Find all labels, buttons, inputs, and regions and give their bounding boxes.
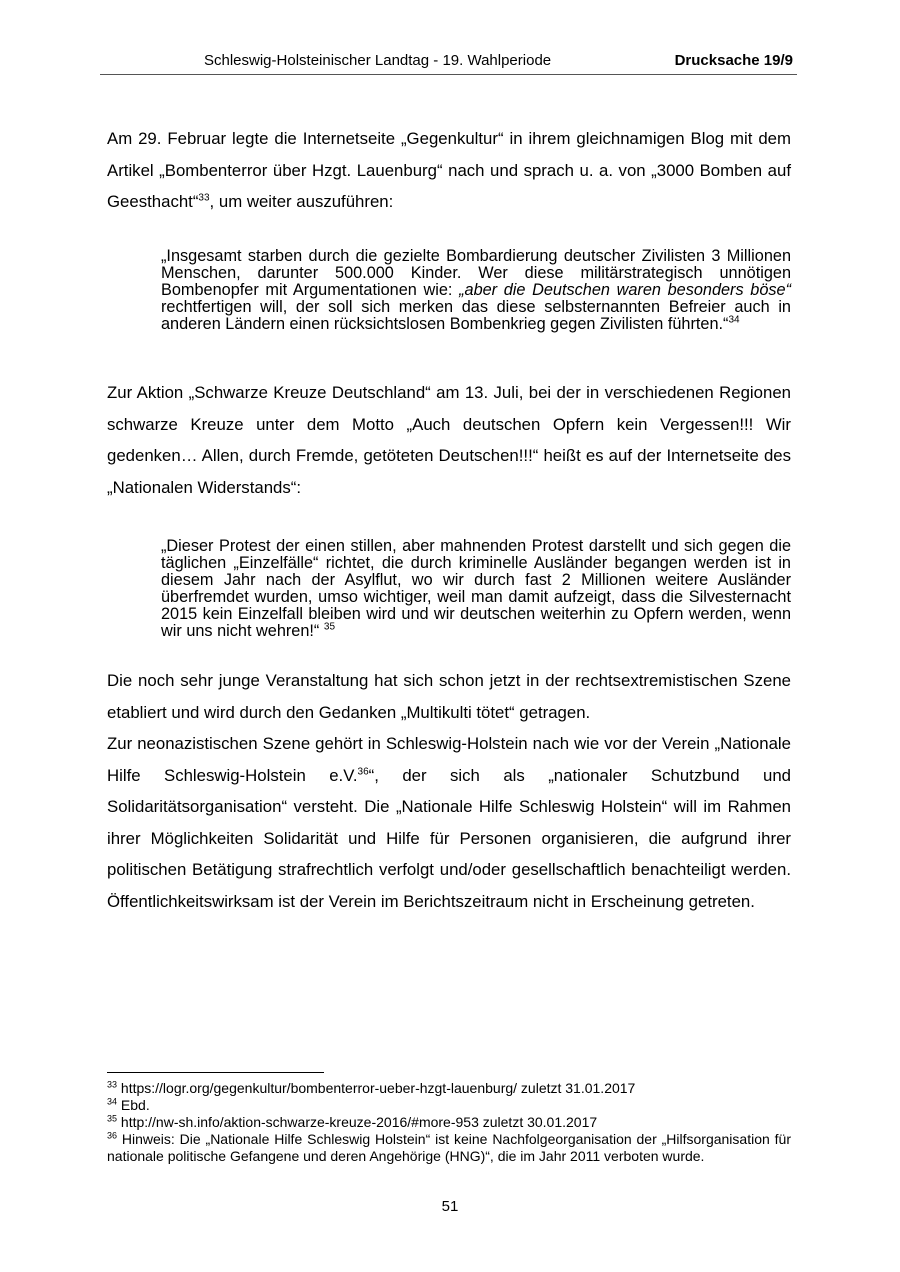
footnote-number: 36 xyxy=(107,1130,118,1141)
quote-2-text: „Dieser Protest der einen stillen, aber mahnenden Protest darstellt und sich gegen die täglichen „Einzelfälle“ richtet, die durch kriminelle Ausländer begangen werden ist in diesem Jahr nach der Asylflut, wo wir durch fast 2 Millionen weitere Ausländer überfremdet wurden, umso wichtiger, weil man damit aufzeigt, dass die Silvesternacht 2015 kein Einzelfall bleiben wird und wir deutschen weiterhin zu Opfern werden, wenn wir uns nicht wehren!“ xyxy=(161,537,791,640)
footnote-number: 34 xyxy=(107,1096,118,1107)
footnote-ref-36[interactable]: 36 xyxy=(357,765,369,777)
block-quote-1 xyxy=(161,248,791,333)
paragraph-1-text: Am 29. Februar legte die Internetseite „Gegenkultur“ in ihrem gleichnamigen Blog mit dem Artikel „Bombenterror über Hzgt. Lauenburg“ nach und sprach u. a. von „3000 Bomben auf Geesthacht“ xyxy=(107,129,791,211)
paragraph-3: Die noch sehr junge Veranstaltung hat sich schon jetzt in der rechtsextremistischen Szene etabliert und wird durch den Gedanken „Multikulti tötet“ getragen. xyxy=(107,671,791,722)
quote-1-part-a: „Insgesamt starben durch die gezielte Bombardierung deutscher Zivilisten 3 Millionen Menschen, darunter 500.000 Kinder. Wer diese militärstrategisch unnötigen Bombenopfer mit Argumentationen wie: xyxy=(161,247,791,299)
header-title: Schleswig-Holsteinischer Landtag - 19. Wahlperiode xyxy=(204,52,552,69)
footnote-text: http://nw-sh.info/aktion-schwarze-kreuze-2016/#more-953 zuletzt 30.01.2017 xyxy=(117,1114,598,1130)
paragraph-4 xyxy=(107,728,791,917)
footnote-33 xyxy=(107,1080,791,1097)
footnote-text: Ebd. xyxy=(117,1097,150,1113)
paragraph-1-tail: , um weiter auszuführen: xyxy=(209,192,394,211)
footnote-number: 35 xyxy=(107,1113,118,1124)
footnote-35 xyxy=(107,1114,791,1131)
quote-1-emphasis: „aber die Deutschen waren besonders böse“ xyxy=(459,281,791,299)
footnote-text: Hinweis: Die „Nationale Hilfe Schleswig Holstein“ ist keine Nachfolgeorganisation der „Hilfsorganisation für nationale politische Gefangene und deren Angehörige (HNG)“, die im Jahr 2011 verboten wurde. xyxy=(107,1131,791,1164)
paragraph-4-part-b: “, der sich als „nationaler Schutzbund und Solidaritätsorganisation“ versteht. Die „Nationale Hilfe Schleswig Holstein“ will im Rahmen ihrer Möglichkeiten Solidarität und Hilfe für Personen organisieren, die aufgrund ihrer politischen Betätigung strafrechtlich verfolgt und/oder gesellschaftlich benachteiligt werden. Öffentlichkeitswirksam ist der Verein im Berichtszeitraum nicht in Erscheinung getreten. xyxy=(107,765,792,911)
footnote-number: 33 xyxy=(107,1079,118,1090)
footnote-ref-35[interactable]: 35 xyxy=(323,621,336,633)
footnote-36 xyxy=(107,1131,791,1165)
header-document-ref: Drucksache 19/9 xyxy=(674,52,793,69)
page-number: 51 xyxy=(441,1198,459,1215)
paragraph-2: Zur Aktion „Schwarze Kreuze Deutschland“ am 13. Juli, bei der in verschiedenen Regionen schwarze Kreuze unter dem Motto „Auch deutschen Opfern kein Vergessen!!! Wir gedenken… Allen, durch Fremde, getöteten Deutschen!!!“ heißt es auf der Internetseite des „Nationalen Widerstands“: xyxy=(107,383,791,497)
footnote-ref-33[interactable]: 33 xyxy=(198,192,210,204)
footnote-text: https://logr.org/gegenkultur/bombenterror-ueber-hzgt-lauenburg/ zuletzt 31.01.2017 xyxy=(117,1080,636,1096)
footnote-34 xyxy=(107,1097,791,1114)
footnotes xyxy=(107,1080,791,1165)
quote-1-part-b: rechtfertigen will, der soll sich merken das diese selbsternannten Befreier auch in anderen Ländern einen rücksichtslosen Bombenkrieg gegen Zivilisten führten.“ xyxy=(161,298,791,333)
paragraph-1 xyxy=(107,123,791,218)
footnote-divider xyxy=(107,1072,324,1073)
block-quote-2 xyxy=(161,538,791,640)
paragraph-4-part-a: Zur neonazistischen Szene gehört in Schleswig-Holstein nach wie vor der Verein „Nationale Hilfe Schleswig-Holstein e.V. xyxy=(107,734,791,785)
page-header xyxy=(100,52,797,75)
footnote-ref-34[interactable]: 34 xyxy=(728,314,740,326)
